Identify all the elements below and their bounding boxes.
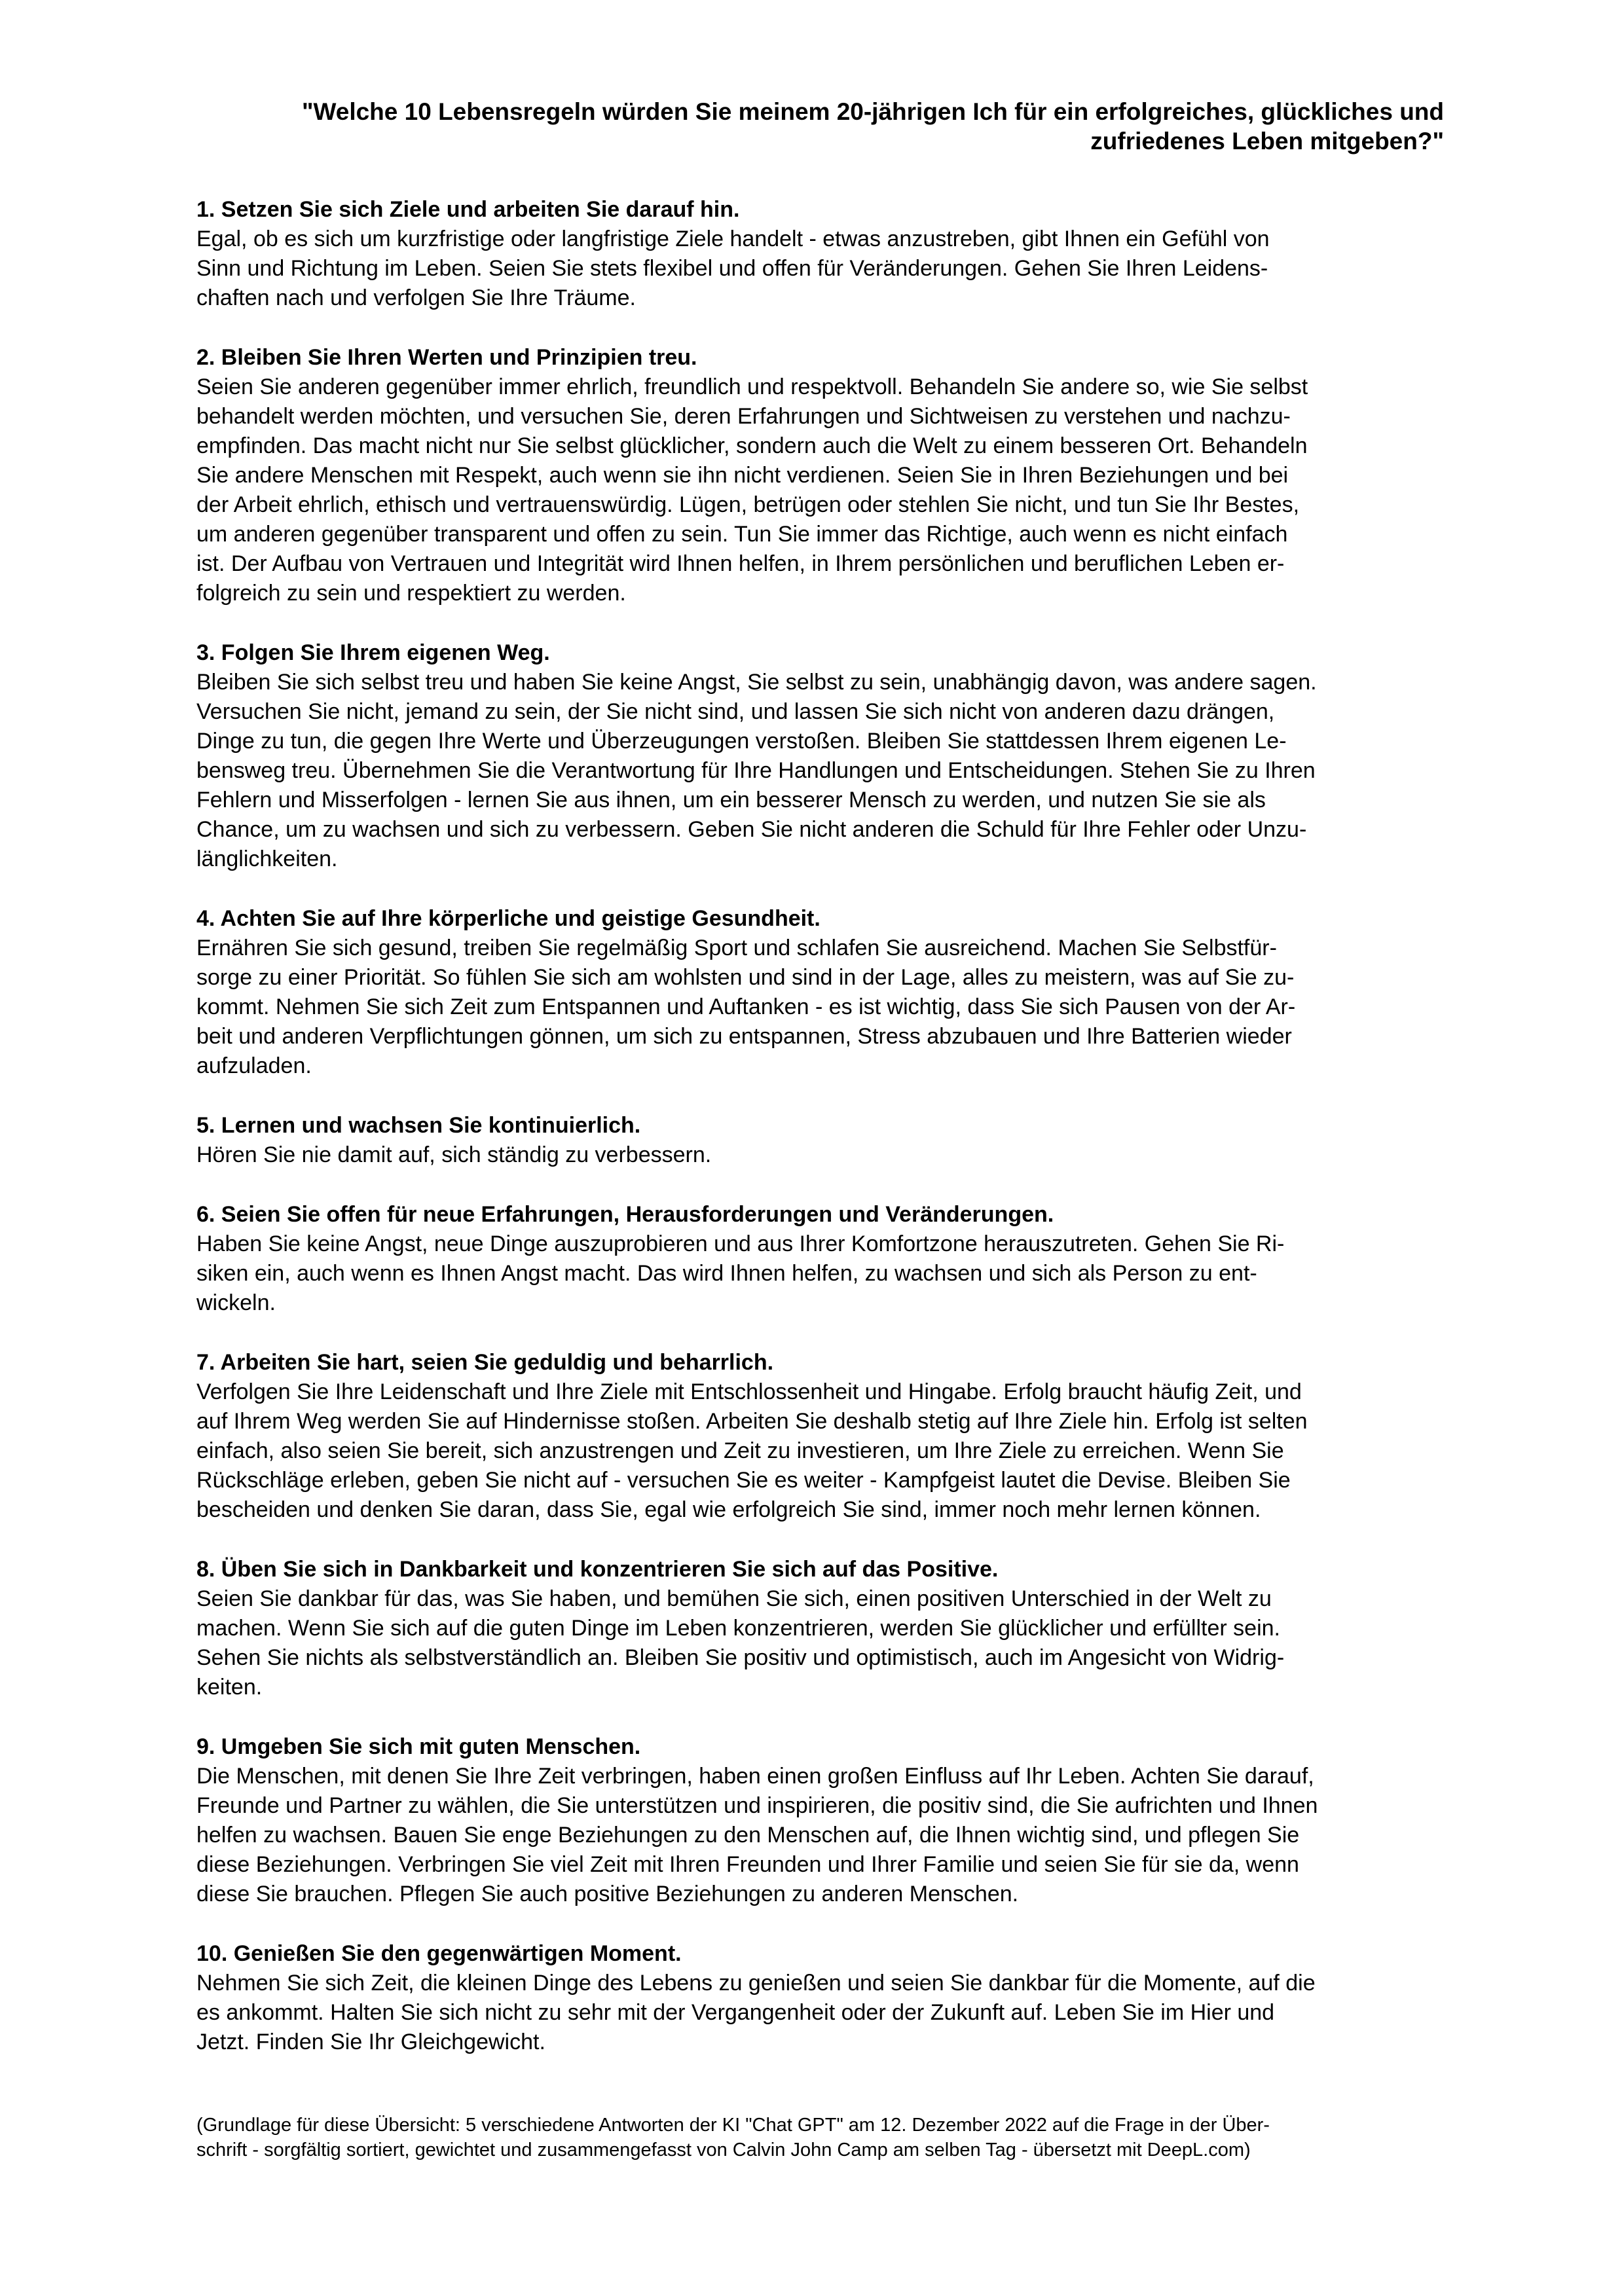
body-line: diese Beziehungen. Verbringen Sie viel Zeit mit Ihren Freunden und Ihrer Familie und seien Sie für sie da, wenn [196, 1852, 1299, 1877]
rule-section [196, 904, 1444, 1081]
body-line: Sie andere Menschen mit Respekt, auch wenn sie ihn nicht verdienen. Seien Sie in Ihren Beziehungen und bei [196, 463, 1289, 488]
rules-list [196, 195, 1444, 2087]
body-line: behandelt werden möchten, und versuchen Sie, deren Erfahrungen und Sichtweisen zu verstehen und nachzu- [196, 404, 1291, 429]
rule-body [196, 1969, 1444, 2057]
body-line: empfinden. Das macht nicht nur Sie selbst glücklicher, sondern auch die Welt zu einem besseren Ort. Behandeln [196, 433, 1308, 458]
rule-heading: 1. Setzen Sie sich Ziele und arbeiten Sie darauf hin. [196, 197, 740, 222]
body-line: Haben Sie keine Angst, neue Dinge auszuprobieren und aus Ihrer Komfortzone herauszutreten. Gehen Sie Ri- [196, 1231, 1285, 1256]
rule-body [196, 225, 1444, 313]
body-line: folgreich zu sein und respektiert zu werden. [196, 581, 626, 606]
body-line: Chance, um zu wachsen und sich zu verbessern. Geben Sie nicht anderen die Schuld für Ihre Fehler oder Unzu- [196, 817, 1307, 842]
body-line: chaften nach und verfolgen Sie Ihre Träume. [196, 285, 636, 310]
body-line: der Arbeit ehrlich, ethisch und vertrauenswürdig. Lügen, betrügen oder stehlen Sie nicht, und tun Sie Ihr Bestes, [196, 492, 1300, 517]
rule-heading: 3. Folgen Sie Ihrem eigenen Weg. [196, 640, 550, 665]
rule-heading: 2. Bleiben Sie Ihren Werten und Prinzipien treu. [196, 345, 697, 370]
body-line: Seien Sie dankbar für das, was Sie haben, und bemühen Sie sich, einen positiven Unterschied in der Welt zu [196, 1586, 1272, 1611]
body-line: beit und anderen Verpflichtungen gönnen, um sich zu entspannen, Stress abzubauen und Ihre Batterien wieder [196, 1024, 1292, 1049]
body-line: helfen zu wachsen. Bauen Sie enge Beziehungen zu den Menschen auf, die Ihnen wichtig sind, und pflegen Sie [196, 1823, 1300, 1848]
rule-section [196, 1200, 1444, 1318]
rule-section [196, 1939, 1444, 2057]
body-line: Nehmen Sie sich Zeit, die kleinen Dinge des Lebens zu genießen und seien Sie dankbar für die Momente, auf die [196, 1971, 1316, 1995]
body-line: Bleiben Sie sich selbst treu und haben Sie keine Angst, Sie selbst zu sein, unabhängig davon, was andere sagen. [196, 670, 1317, 695]
body-line: es ankommt. Halten Sie sich nicht zu sehr mit der Vergangenheit oder der Zukunft auf. Leben Sie im Hier und [196, 2000, 1275, 2025]
body-line: länglichkeiten. [196, 847, 338, 871]
rule-body [196, 668, 1444, 874]
rule-section [196, 1111, 1444, 1170]
rule-heading: 6. Seien Sie offen für neue Erfahrungen, Herausforderungen und Veränderungen. [196, 1202, 1054, 1227]
rule-heading: 8. Üben Sie sich in Dankbarkeit und konzentrieren Sie sich auf das Positive. [196, 1557, 999, 1582]
body-line: Rückschläge erleben, geben Sie nicht auf - versuchen Sie es weiter - Kampfgeist lautet die Devise. Bleiben Sie [196, 1468, 1291, 1493]
rule-section [196, 195, 1444, 313]
rule-heading: 4. Achten Sie auf Ihre körperliche und geistige Gesundheit. [196, 906, 821, 931]
rule-heading: 7. Arbeiten Sie hart, seien Sie geduldig und beharrlich. [196, 1350, 774, 1375]
rule-body [196, 1762, 1444, 1909]
body-line: Seien Sie anderen gegenüber immer ehrlich, freundlich und respektvoll. Behandeln Sie andere so, wie Sie selbst [196, 374, 1308, 399]
body-line: wickeln. [196, 1290, 276, 1315]
rule-section [196, 1732, 1444, 1909]
body-line: Sinn und Richtung im Leben. Seien Sie stets flexibel und offen für Veränderungen. Gehen Sie Ihren Leidens- [196, 256, 1268, 281]
body-line: auf Ihrem Weg werden Sie auf Hindernisse stoßen. Arbeiten Sie deshalb stetig auf Ihre Ziele hin. Erfolg ist selten [196, 1409, 1308, 1434]
rule-heading: 9. Umgeben Sie sich mit guten Menschen. [196, 1734, 641, 1759]
body-line: aufzuladen. [196, 1053, 312, 1078]
body-line: ist. Der Aufbau von Vertrauen und Integrität wird Ihnen helfen, in Ihrem persönlichen und beruflichen Leben er- [196, 551, 1285, 576]
body-line: Freunde und Partner zu wählen, die Sie unterstützen und inspirieren, die positiv sind, die Sie aufrichten und Ihnen [196, 1793, 1318, 1818]
body-line: Ernähren Sie sich gesund, treiben Sie regelmäßig Sport und schlafen Sie ausreichend. Machen Sie Selbstfür- [196, 936, 1277, 960]
footnote [196, 2113, 1444, 2162]
rule-section [196, 638, 1444, 874]
rule-heading: 10. Genießen Sie den gegenwärtigen Moment. [196, 1941, 682, 1966]
footnote-line: (Grundlage für diese Übersicht: 5 verschiedene Antworten der KI "Chat GPT" am 12. Dezember 2022 auf die Frage in der Über- [196, 2115, 1270, 2136]
rule-body [196, 1584, 1444, 1702]
rule-body [196, 1230, 1444, 1318]
rule-body [196, 373, 1444, 608]
body-line: einfach, also seien Sie bereit, sich anzustrengen und Zeit zu investieren, um Ihre Ziele zu erreichen. Wenn Sie [196, 1438, 1284, 1463]
body-line: Dinge zu tun, die gegen Ihre Werte und Überzeugungen verstoßen. Bleiben Sie stattdessen Ihrem eigenen Le- [196, 729, 1287, 754]
body-line: sorge zu einer Priorität. So fühlen Sie sich am wohlsten und sind in der Lage, alles zu meistern, was auf Sie zu- [196, 965, 1295, 990]
body-line: diese Sie brauchen. Pflegen Sie auch positive Beziehungen zu anderen Menschen. [196, 1882, 1019, 1906]
rule-heading: 5. Lernen und wachsen Sie kontinuierlich. [196, 1113, 641, 1138]
body-line: Verfolgen Sie Ihre Leidenschaft und Ihre Ziele mit Entschlossenheit und Hingabe. Erfolg braucht häufig Zeit, und [196, 1379, 1302, 1404]
rule-section [196, 1348, 1444, 1525]
document-page [196, 0, 1444, 2296]
body-line: Jetzt. Finden Sie Ihr Gleichgewicht. [196, 2030, 545, 2054]
title-line-1: "Welche 10 Lebensregeln würden Sie meinem 20-jährigen Ich für ein erfolgreiches, glückliches und [301, 98, 1444, 125]
body-line: machen. Wenn Sie sich auf die guten Dinge im Leben konzentrieren, werden Sie glücklicher und erfüllter sein. [196, 1616, 1280, 1641]
body-line: Die Menschen, mit denen Sie Ihre Zeit verbringen, haben einen großen Einfluss auf Ihr Leben. Achten Sie darauf, [196, 1764, 1314, 1789]
rule-body [196, 1377, 1444, 1525]
rule-section [196, 1555, 1444, 1702]
body-line: Versuchen Sie nicht, jemand zu sein, der Sie nicht sind, und lassen Sie sich nicht von anderen dazu drängen, [196, 699, 1275, 724]
rule-body [196, 1140, 1444, 1170]
body-line: keiten. [196, 1675, 263, 1700]
body-line: bensweg treu. Übernehmen Sie die Verantwortung für Ihre Handlungen und Entscheidungen. Stehen Sie zu Ihren [196, 758, 1316, 783]
body-line: Egal, ob es sich um kurzfristige oder langfristige Ziele handelt - etwas anzustreben, gibt Ihnen ein Gefühl von [196, 227, 1270, 251]
body-line: Hören Sie nie damit auf, sich ständig zu verbessern. [196, 1142, 712, 1167]
rule-section [196, 343, 1444, 608]
title-line-2: zufriedenes Leben mitgeben?" [1090, 128, 1444, 155]
body-line: siken ein, auch wenn es Ihnen Angst macht. Das wird Ihnen helfen, zu wachsen und sich als Person zu ent- [196, 1261, 1257, 1286]
body-line: Fehlern und Misserfolgen - lernen Sie aus ihnen, um ein besserer Mensch zu werden, und nutzen Sie sie als [196, 788, 1266, 812]
document-title [196, 97, 1444, 156]
footnote-line: schrift - sorgfältig sortiert, gewichtet und zusammengefasst von Calvin John Camp am selben Tag - übersetzt mit DeepL.com) [196, 2140, 1251, 2160]
body-line: Sehen Sie nichts als selbstverständlich an. Bleiben Sie positiv und optimistisch, auch im Angesicht von Widrig- [196, 1645, 1285, 1670]
rule-body [196, 934, 1444, 1081]
body-line: bescheiden und denken Sie daran, dass Sie, egal wie erfolgreich Sie sind, immer noch mehr lernen können. [196, 1497, 1261, 1522]
body-line: um anderen gegenüber transparent und offen zu sein. Tun Sie immer das Richtige, auch wenn es nicht einfach [196, 522, 1288, 547]
body-line: kommt. Nehmen Sie sich Zeit zum Entspannen und Auftanken - es ist wichtig, dass Sie sich Pausen von der Ar- [196, 994, 1296, 1019]
